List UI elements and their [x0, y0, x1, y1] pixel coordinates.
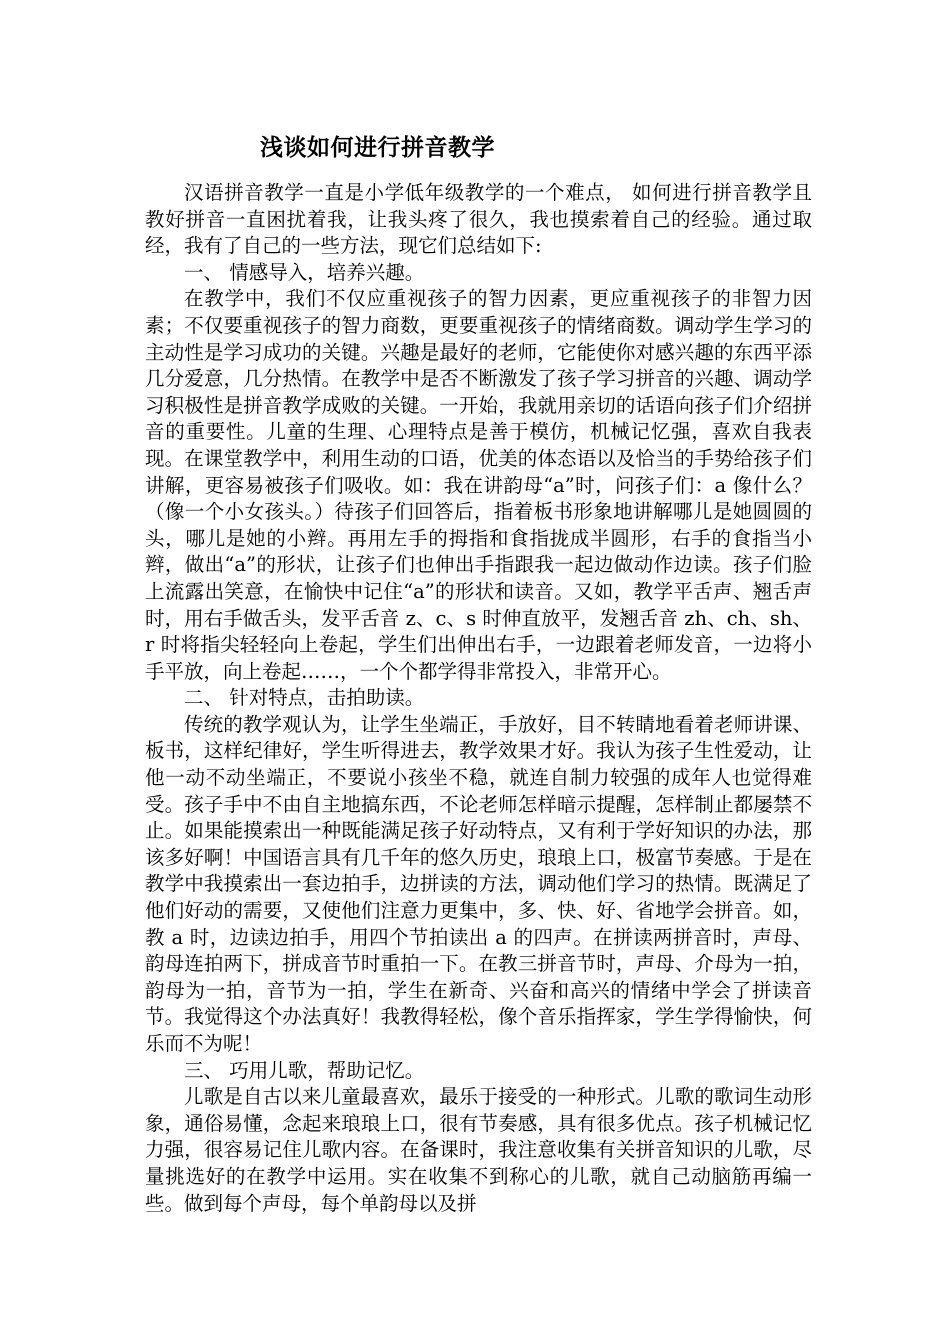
section-1-paragraph: 在教学中，我们不仅应重视孩子的智力因素，更应重视孩子的非智力因素；不仅要重视孩子的智力商数，更要重视孩子的情绪商数。调动学生学习的主动性是学习成功的关键。兴趣是最好的老师，它能使你对感兴趣的东西平添几分爱意，几分热情。在教学中是否不断激发了孩子学习拼音的兴趣、调动学习积极性是拼音教学成败的关键。一开始，我就用亲切的话语向孩子们介绍拼音的重要性。儿童的生理、心理特点是善于模仿，机械记忆强，喜欢自我表现。在课堂教学中，利用生动的口语，优美的体态语以及恰当的手势给孩子们讲解，更容易被孩子们吸收。如：我在讲韵母“a”时，问孩子们：a 像什么？（像一个小女孩头。）待孩子们回答后，指着板书形象地讲解哪儿是她圆圆的头，哪儿是她的小辫。再用左手的拇指和食指拢成半圆形，右手的食指当小辫，做出“a”的形状，让孩子们也伸出手指跟我一起边做动作边读。孩子们脸上流露出笑意，在愉快中记住“a”的形状和读音。又如，教学平舌声、翘舌声时，用右手做舌头，发平舌音 z、c、s 时伸直放平，发翘舌音 zh、ch、sh、r 时将指尖轻轻向上卷起，学生们出伸出右手，一边跟着老师发音，一边将小手平放，向上卷起……，一个个都学得非常投入，非常开心。: [145, 287, 812, 683]
section-2-paragraph: 传统的教学观认为，让学生坐端正，手放好，目不转睛地看着老师讲课、板书，这样纪律好，学生听得进去，教学效果才好。我认为孩子生性爱动，让他一动不动坐端正，不要说小孩坐不稳，就连自制力较强的成年人也觉得难受。孩子手中不由自主地搞东西，不论老师怎样暗示提醒，怎样制止都屡禁不止。如果能摸索出一种既能满足孩子好动特点，又有利于学好知识的办法，那该多好啊！中国语言具有几千年的悠久历史，琅琅上口，极富节奏感。于是在教学中我摸索出一套边拍手，边拼读的方法，调动他们学习的热情。既满足了他们好动的需要，又使他们注意力更集中，多、快、好、省地学会拼音。如，教 a 时，边读边拍手，用四个节拍读出 a 的四声。在拼读两拼音时，声母、韵母连拍两下，拼成音节时重拍一下。在教三拼音节时，声母、介母为一拍，韵母为一拍，音节为一拍，学生在新奇、兴奋和高兴的情绪中学会了拼读音节。我觉得这个办法真好！我教得轻松，像个音乐指挥家，学生学得愉快，何乐而不为呢！: [145, 712, 812, 1055]
section-heading-1: 一、 情感导入，培养兴趣。: [184, 260, 425, 284]
document-title: 浅谈如何进行拼音教学: [260, 134, 495, 161]
document-page: [145, 128, 812, 1217]
section-heading-3: 三、 巧用儿歌，帮助记忆。: [184, 1058, 425, 1082]
intro-paragraph: 汉语拼音教学一直是小学低年级教学的一个难点， 如何进行拼音教学且教好拼音一直困扰着我，让我头疼了很久，我也摸索着自己的经验。通过取经，我有了自己的一些方法，现它们总结如下:: [145, 181, 812, 258]
section-heading-2: 二、 针对特点，击拍助读。: [184, 686, 425, 710]
section-3-paragraph: 儿歌是自古以来儿童最喜欢，最乐于接受的一种形式。儿歌的歌词生动形象，通俗易懂，念起来琅琅上口，很有节奏感，具有很多优点。孩子机械记忆力强，很容易记住儿歌内容。在备课时，我注意收集有关拼音知识的儿歌，尽量挑选好的在教学中运用。实在收集不到称心的儿歌，就自己动脑筋再编一些。做到每个声母，每个单韵母以及拼: [145, 1085, 812, 1215]
